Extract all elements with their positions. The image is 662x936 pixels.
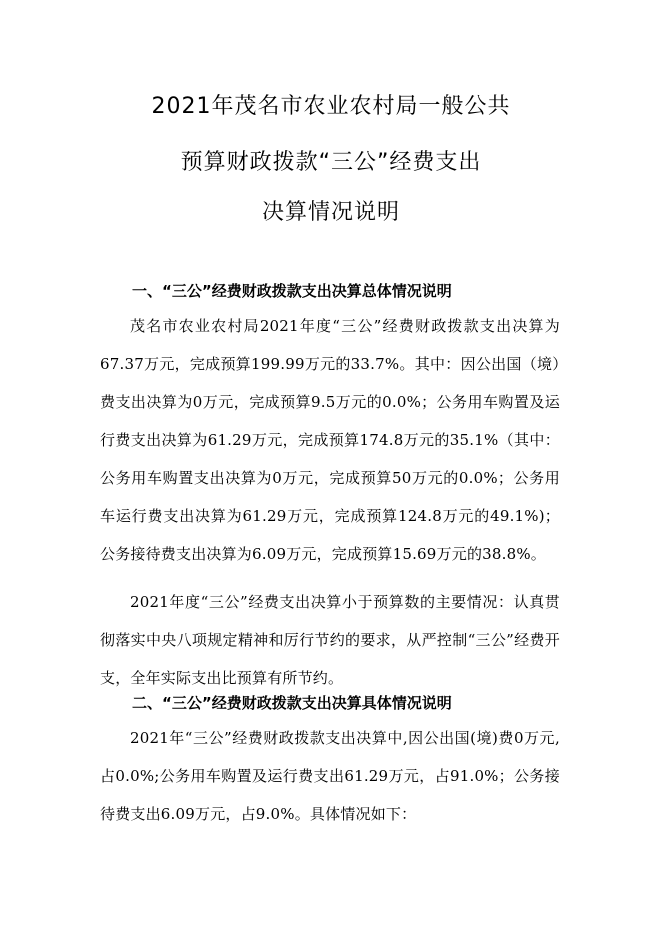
section-2-paragraph-1: 2021年“三公”经费财政拨款支出决算中,因公出国(境)费0万元,占0.0%;公务用车购置及运行费支出61.29万元，占91.0%；公务接待费支出6.09万元，占9.0%。具体情况如下： <box>100 729 560 823</box>
section-1-heading: 一、“三公”经费财政拨款支出决算总体情况说明 <box>132 282 452 300</box>
document-title-line-3: 决算情况说明 <box>261 200 400 225</box>
section-2-heading: 二、“三公”经费财政拨款支出决算具体情况说明 <box>132 694 452 712</box>
document-title-line-1: 2021年茂名市农业农村局一般公共 <box>151 94 511 119</box>
document-title-line-2: 预算财政拨款“三公”经费支出 <box>180 150 482 175</box>
section-1-paragraph-1: 茂名市农业农村局2021年度“三公”经费财政拨款支出决算为67.37万元，完成预算199.99万元的33.7%。其中：因公出国（境）费支出决算为0万元，完成预算9.5万元的0.0%；公务用车购置及运行费支出决算为61.29万元，完成预算174.8万元的35.1%（其中：公务用车购置支出决算为0万元，完成预算50万元的0.0%；公务用车运行费支出决算为61.29万元，完成预算124.8万元的49.1%)；公务接待费支出决算为6.09万元，完成预算15.69万元的38.8%。 <box>100 317 560 563</box>
section-1-paragraph-2: 2021年度“三公”经费支出决算小于预算数的主要情况：认真贯彻落实中央八项规定精神和厉行节约的要求，从严控制“三公”经费开支，全年实际支出比预算有所节约。 <box>100 593 560 687</box>
